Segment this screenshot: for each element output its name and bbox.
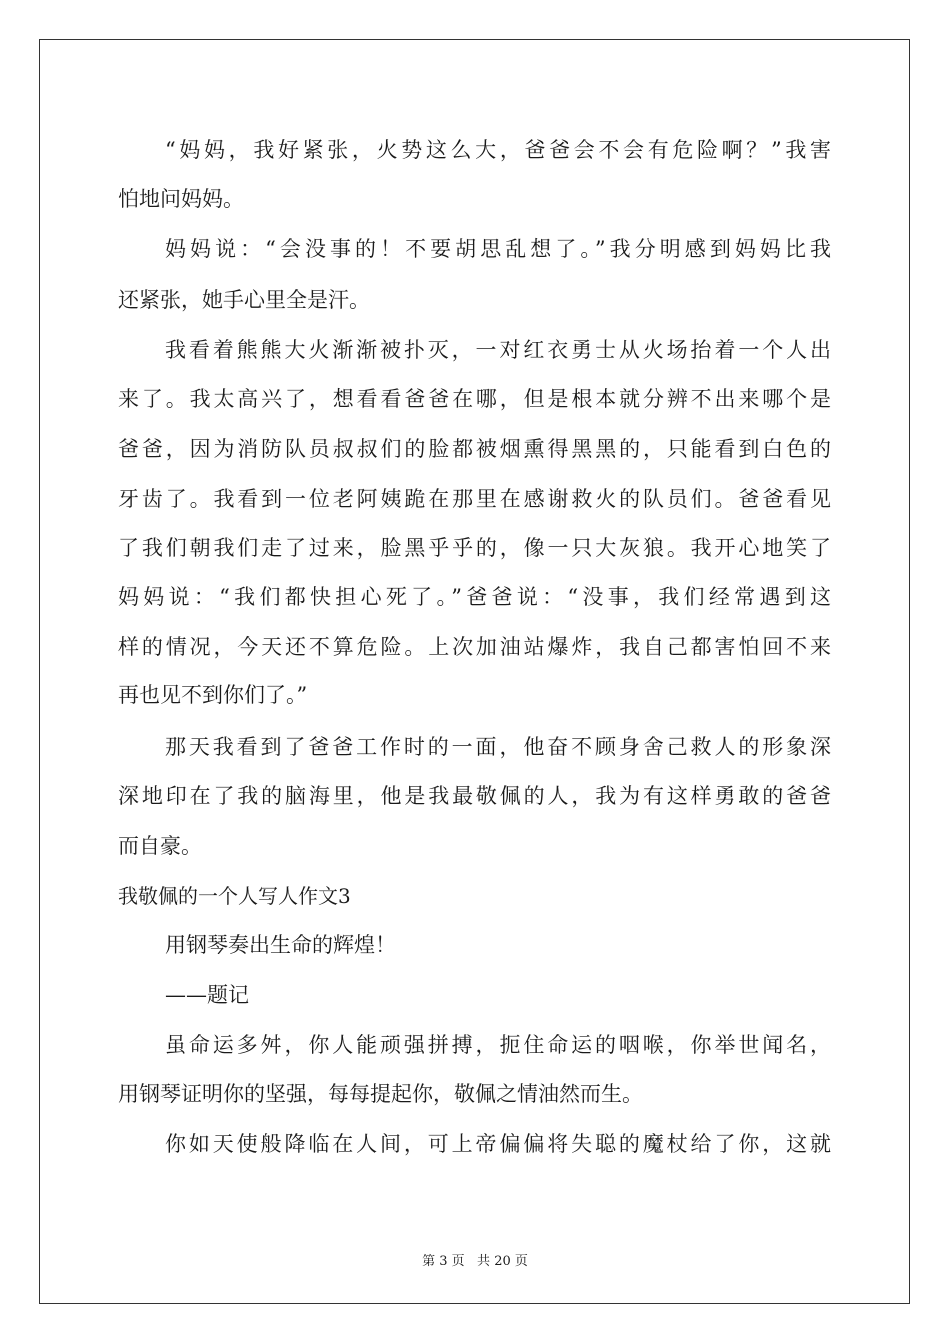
paragraph-line: 深地印在了我的脑海里，他是我最敬佩的人，我为有这样勇敢的爸爸: [118, 784, 831, 808]
paragraph-line: 你如天使般降临在人间，可上帝偏偏将失聪的魔杖给了你，这就: [165, 1132, 831, 1156]
paragraph-line: 还紧张，她手心里全是汗。: [118, 288, 370, 312]
paragraph-line: “妈妈，我好紧张，火势这么大，爸爸会不会有危险啊？”我害: [165, 138, 831, 162]
paragraph-line: 爸爸，因为消防队员叔叔们的脸都被烟熏得黑黑的，只能看到白色的: [118, 437, 831, 461]
paragraph-line: 了我们朝我们走了过来，脸黑乎乎的，像一只大灰狼。我开心地笑了: [118, 536, 831, 560]
paragraph-line: 用钢琴证明你的坚强，每每提起你，敬佩之情油然而生。: [118, 1082, 643, 1106]
paragraph-line: 而自豪。: [118, 834, 202, 858]
paragraph-line: 虽命运多舛，你人能顽强拼搏，扼住命运的咽喉，你举世闻名，: [165, 1033, 831, 1057]
paragraph-line: 样的情况，今天还不算危险。上次加油站爆炸，我自己都害怕回不来: [118, 635, 831, 659]
paragraph-line: 我看着熊熊大火渐渐被扑灭，一对红衣勇士从火场抬着一个人出: [165, 338, 831, 362]
paragraph-line: 那天我看到了爸爸工作时的一面，他奋不顾身舍己救人的形象深: [165, 735, 831, 759]
paragraph-line: 怕地问妈妈。: [118, 187, 244, 211]
paragraph-line: 再也见不到你们了。”: [118, 683, 308, 707]
paragraph-line: 牙齿了。我看到一位老阿姨跪在那里在感谢救火的队员们。爸爸看见: [118, 487, 831, 511]
page-number-footer: 第 3 页 共 20 页: [422, 1254, 528, 1269]
paragraph-line: 来了。我太高兴了，想看看爸爸在哪，但是根本就分辨不出来哪个是: [118, 387, 831, 411]
paragraph-line: 妈妈说：“会没事的！不要胡思乱想了。”我分明感到妈妈比我: [165, 237, 831, 261]
epigraph-attribution: ——题记: [165, 983, 249, 1007]
section-heading: 我敬佩的一个人写人作文3: [118, 884, 351, 908]
page-border: [39, 39, 910, 1304]
epigraph-line: 用钢琴奏出生命的辉煌！: [165, 933, 396, 957]
paragraph-line: 妈妈说：“我们都快担心死了。”爸爸说：“没事，我们经常遇到这: [118, 585, 831, 609]
